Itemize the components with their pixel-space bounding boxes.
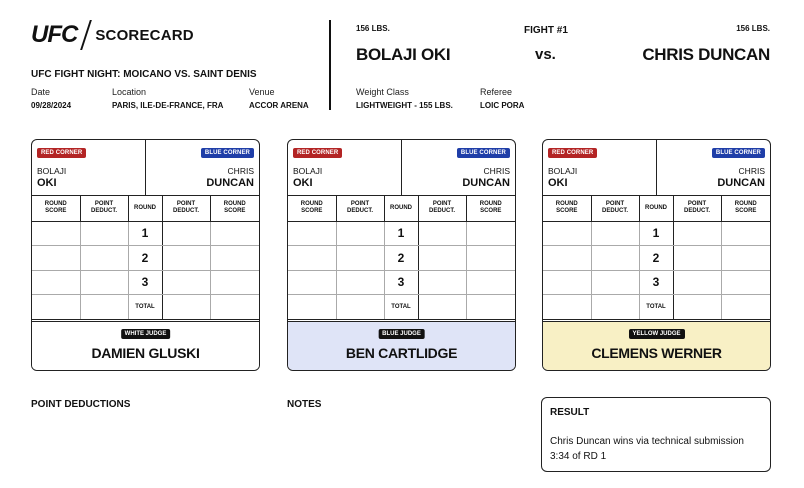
red-corner-fighter [37,165,66,189]
blue-point-deduct-cell[interactable] [673,270,721,295]
col-round-score: ROUND SCORE [210,196,259,221]
red-total-cell[interactable] [288,295,336,320]
col-round: ROUND [384,196,418,221]
date-label: Date [31,87,51,97]
red-last-name: OKI [37,177,57,189]
red-round-score-cell[interactable] [543,221,591,246]
col-round: ROUND [639,196,673,221]
total-row [32,295,259,320]
judge-badge: BLUE JUDGE [378,329,425,339]
blue-total-cell[interactable] [466,295,515,320]
blue-last-name: DUNCAN [717,177,765,189]
col-round-score: ROUND SCORE [466,196,515,221]
total-row [288,295,515,320]
total-label: TOTAL [128,295,162,320]
round-row [543,221,770,246]
red-corner-fighter [293,165,322,189]
blue-point-deduct-cell[interactable] [418,270,466,295]
round-number: 2 [384,246,418,271]
total-label: TOTAL [639,295,673,320]
blue-round-score-cell[interactable] [210,270,259,295]
corner-divider [656,140,657,196]
round-row [32,246,259,271]
col-point-deduct: POINT DEDUCT. [162,196,210,221]
blue-corner-fighter [462,165,510,189]
round-row [288,246,515,271]
red-round-score-cell[interactable] [288,270,336,295]
red-round-score-cell[interactable] [32,270,80,295]
result-box [541,397,771,472]
round-row [32,221,259,246]
blue-point-deduct-cell[interactable] [162,246,210,271]
red-weight: 156 LBS. [356,24,390,33]
red-total-cell[interactable] [32,295,80,320]
total-row [543,295,770,320]
notes-title: NOTES [287,399,322,410]
ufc-wordmark: UFC [31,21,78,48]
round-number: 1 [639,221,673,246]
red-total-cell[interactable] [543,295,591,320]
judge-section [288,321,515,371]
red-total-deduct-cell[interactable] [336,295,384,320]
col-point-deduct: POINT DEDUCT. [673,196,721,221]
logo-divider [80,20,92,50]
red-last-name: OKI [293,177,313,189]
red-point-deduct-cell[interactable] [591,221,639,246]
round-number: 1 [384,221,418,246]
fight-number: FIGHT #1 [524,25,568,36]
venue-value: ACCOR ARENA [249,101,309,110]
judge-name: DAMIEN GLUSKI [91,345,200,361]
round-number: 3 [384,270,418,295]
referee-value: LOIC PORA [480,101,525,110]
blue-round-score-cell[interactable] [721,270,770,295]
red-corner-badge: RED CORNER [548,148,597,158]
round-row [543,270,770,295]
red-fighter-name: BOLAJI OKI [356,45,451,64]
weight-class-label: Weight Class [356,87,409,97]
round-row [288,221,515,246]
total-label: TOTAL [384,295,418,320]
red-round-score-cell[interactable] [543,270,591,295]
judge-name: CLEMENS WERNER [591,345,722,361]
score-grid-header [543,196,770,221]
judge-name: BEN CARTLIDGE [345,345,458,361]
blue-point-deduct-cell[interactable] [162,270,210,295]
red-first-name: BOLAJI [293,166,323,176]
col-round-score: ROUND SCORE [543,196,591,221]
blue-point-deduct-cell[interactable] [673,246,721,271]
blue-round-score-cell[interactable] [210,246,259,271]
corner-divider [401,140,402,196]
blue-point-deduct-cell[interactable] [418,246,466,271]
red-first-name: BOLAJI [548,166,578,176]
result-title: RESULT [550,407,590,418]
result-text [550,434,764,464]
blue-corner-fighter [717,165,765,189]
col-round: ROUND [128,196,162,221]
result-line-2: 3:34 of RD 1 [550,451,607,462]
red-first-name: BOLAJI [37,166,67,176]
red-point-deduct-cell[interactable] [336,246,384,271]
blue-corner-badge: BLUE CORNER [457,148,510,158]
blue-last-name: DUNCAN [462,177,510,189]
corner-divider [145,140,146,196]
judge-section [543,321,770,371]
red-round-score-cell[interactable] [543,246,591,271]
col-point-deduct: POINT DEDUCT. [591,196,639,221]
red-last-name: OKI [548,177,568,189]
blue-round-score-cell[interactable] [466,270,515,295]
round-number: 2 [639,246,673,271]
blue-round-score-cell[interactable] [466,221,515,246]
score-grid-header [32,196,259,221]
blue-total-deduct-cell[interactable] [418,295,466,320]
round-number: 1 [128,221,162,246]
red-point-deduct-cell[interactable] [336,221,384,246]
scorecard-judge-3 [542,139,771,371]
col-point-deduct: POINT DEDUCT. [336,196,384,221]
judge-section [32,321,259,371]
col-round-score: ROUND SCORE [288,196,336,221]
point-deductions-title: POINT DEDUCTIONS [31,399,131,410]
venue-label: Venue [249,87,275,97]
blue-fighter-name: CHRIS DUNCAN [642,45,770,64]
round-number: 3 [639,270,673,295]
score-grid [288,196,515,320]
blue-weight: 156 LBS. [736,24,770,33]
blue-round-score-cell[interactable] [466,246,515,271]
col-round-score: ROUND SCORE [721,196,770,221]
blue-corner-fighter [206,165,254,189]
ufc-logo [31,22,194,48]
header-divider [329,20,331,110]
blue-first-name: CHRIS [483,166,510,176]
col-round-score: ROUND SCORE [32,196,80,221]
scorecard-title: SCORECARD [95,26,194,44]
location-value: PARIS, ILE-DE-FRANCE, FRA [112,101,224,110]
blue-point-deduct-cell[interactable] [673,221,721,246]
scorecard-judge-1 [31,139,260,371]
referee-label: Referee [480,87,513,97]
blue-corner-badge: BLUE CORNER [712,148,765,158]
round-number: 3 [128,270,162,295]
red-round-score-cell[interactable] [288,246,336,271]
event-name: UFC FIGHT NIGHT: MOICANO VS. SAINT DENIS [31,69,257,80]
date-value: 09/28/2024 [31,101,72,110]
red-round-score-cell[interactable] [32,221,80,246]
score-grid-header [288,196,515,221]
blue-last-name: DUNCAN [206,177,254,189]
red-point-deduct-cell[interactable] [80,221,128,246]
red-corner-badge: RED CORNER [293,148,342,158]
blue-first-name: CHRIS [738,166,765,176]
red-point-deduct-cell[interactable] [591,270,639,295]
blue-round-score-cell[interactable] [721,221,770,246]
red-total-deduct-cell[interactable] [80,295,128,320]
blue-point-deduct-cell[interactable] [418,221,466,246]
blue-total-deduct-cell[interactable] [162,295,210,320]
location-label: Location [112,87,147,97]
red-round-score-cell[interactable] [32,246,80,271]
blue-corner-badge: BLUE CORNER [201,148,254,158]
judge-badge: WHITE JUDGE [121,329,171,339]
judge-badge: YELLOW JUDGE [628,329,684,339]
round-number: 2 [128,246,162,271]
red-corner-fighter [548,165,577,189]
col-point-deduct: POINT DEDUCT. [418,196,466,221]
blue-round-score-cell[interactable] [721,246,770,271]
score-grid [32,196,259,320]
blue-total-cell[interactable] [210,295,259,320]
round-row [543,246,770,271]
result-line-1: Chris Duncan wins via technical submission [550,436,744,447]
blue-total-cell[interactable] [721,295,770,320]
red-point-deduct-cell[interactable] [80,270,128,295]
red-round-score-cell[interactable] [288,221,336,246]
scorecard-judge-2 [287,139,516,371]
vs-label: vs. [535,46,556,63]
blue-total-deduct-cell[interactable] [673,295,721,320]
col-point-deduct: POINT DEDUCT. [80,196,128,221]
blue-first-name: CHRIS [227,166,254,176]
blue-point-deduct-cell[interactable] [162,221,210,246]
red-total-deduct-cell[interactable] [591,295,639,320]
weight-class-value: LIGHTWEIGHT - 155 LBS. [356,101,453,110]
blue-round-score-cell[interactable] [210,221,259,246]
red-point-deduct-cell[interactable] [591,246,639,271]
red-point-deduct-cell[interactable] [80,246,128,271]
round-row [32,270,259,295]
round-row [288,270,515,295]
score-grid [543,196,770,320]
red-corner-badge: RED CORNER [37,148,86,158]
red-point-deduct-cell[interactable] [336,270,384,295]
